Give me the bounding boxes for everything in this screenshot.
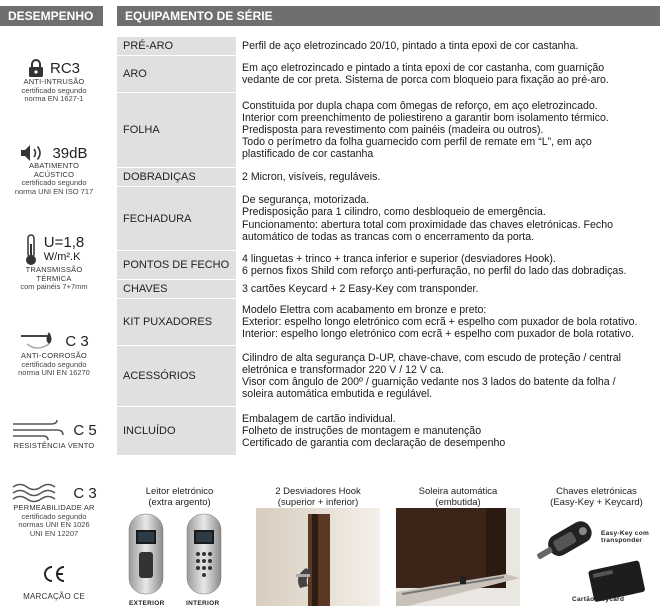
equipment-header: EQUIPAMENTO DE SÉRIE <box>117 6 660 26</box>
perf-thermal: U=1,8 W/m².K TRANSMISSÃO TÉRMICA com painéis 7+7mm <box>20 234 88 291</box>
padlock-icon <box>28 58 44 78</box>
wind-icon <box>11 418 67 442</box>
thermometer-icon <box>24 234 38 266</box>
row-key: DOBRADIÇAS <box>117 168 236 186</box>
table-row <box>117 37 660 56</box>
performance-header: DESEMPENHO <box>0 6 103 26</box>
table-row <box>117 280 660 299</box>
row-value: Cilindro de alta segurança D-UP, chave-chave, com escudo de proteção / central eletrónica e transformador 220 V / 12 V ca. Visor com ângulo de 200º / guarnição vedante nos 3 lados do batente da folha / soleira automática embutida e regulável. <box>242 351 622 401</box>
row-value: De segurança, motorizada. Predisposição para 1 cilindro, como desbloqueio de emergência. Funcionamento: abertura total com proximidade das chaves eletrónicas. Fecho automático de todas as trancas com o encerramento da porta. <box>242 194 613 243</box>
acoustic-value: 39dB <box>52 144 88 162</box>
rc3-value: RC3 <box>49 59 80 77</box>
row-value: Perfil de aço eletrozincado 20/10, pintado a tinta epoxi de cor castanha. <box>242 39 579 52</box>
wind-value: C 5 <box>73 421 97 439</box>
corrosion-icon <box>19 330 59 352</box>
row-value: Embalagem de cartão individual. Folheto de instruções de montagem e manutenção Certificado de garantia com declaração de desempenho <box>242 412 506 450</box>
row-value: 4 linguetas + trinco + tranca inferior e superior (desviadores Hook). 6 pernos fixos Shild com reforço anti-perfuração, no perfil do lado das dobradiças. <box>242 252 627 277</box>
speaker-icon <box>20 144 46 162</box>
table-row <box>117 251 660 280</box>
row-key: KIT PUXADORES <box>117 299 236 345</box>
row-key: FOLHA <box>117 93 236 167</box>
electronic-reader-image <box>117 508 242 596</box>
thermal-value: U=1,8 <box>43 234 85 251</box>
easy-key-tag: Easy-Key com transponder <box>601 530 650 544</box>
row-key: CHAVES <box>117 280 236 298</box>
row-value: Constituida por dupla chapa com ômegas de reforço, em aço eletrozincado. Interior com preenchimento de poliestireno a garantir bom isolamento térmico. Predisposta para revestimento com painéis (madeira ou outros). Todo o perímetro da folha guarnecido com perfil de remate em “L”, em aço plastificado de cor castanha <box>242 99 609 161</box>
perf-air-permeability: C 3 PERMEABILIDADE AR certificado segundo normas UNI EN 1026 UNI EN 12207 <box>0 482 108 538</box>
row-value: Em aço eletrozincado e pintado a tinta epoxi de cor castanha, com guarnição vedante de cor preta. Sistema de porca com bloqueio para fixação ao pré-aro. <box>242 61 609 86</box>
table-row <box>117 187 660 251</box>
table-row <box>117 299 660 346</box>
exterior-label: EXTERIOR <box>129 600 165 607</box>
air-permeability-icon <box>11 482 67 504</box>
corrosion-value: C 3 <box>65 332 89 350</box>
automatic-sill-image <box>396 508 520 606</box>
hook-bolt-image <box>256 508 380 606</box>
perf-acoustic: 39dB ABATIMENTO ACÚSTICO certificado segundo norma UNI EN ISO 717 <box>14 144 94 196</box>
table-row <box>117 407 660 456</box>
perf-ce: MARCAÇÃO CE <box>0 565 108 602</box>
perf-wind: C 5 RESISTÊNCIA VENTO <box>0 418 108 451</box>
electronic-keys-image <box>533 508 660 606</box>
row-key: ARO <box>117 56 236 92</box>
row-key: FECHADURA <box>117 187 236 250</box>
perf-anti-intrusion: RC3 ANTI-INTRUSÃO certificado segundo norma EN 1627-1 <box>21 59 87 103</box>
row-key: PONTOS DE FECHO <box>117 251 236 279</box>
row-value: Modelo Elettra com acabamento em bronze e preto: Exterior: espelho longo eletrónico com ecrã + espelho com puxador de bola rotativo. Interior: espelho longo eletrónico com ecrã + espelho com puxador de bola rotativo. <box>242 303 638 341</box>
keycard-tag: Cartão Keycard <box>572 596 625 603</box>
row-value: 2 Micron, visíveis, reguláveis. <box>242 170 381 183</box>
table-row <box>117 93 660 168</box>
row-key: PRÉ-ARO <box>117 37 236 55</box>
keys-photo: Chaves eletrónicas (Easy-Key + Keycard) <box>533 486 660 611</box>
row-key: INCLUÍDO <box>117 407 236 455</box>
thermal-unit: W/m².K <box>43 251 81 263</box>
ce-mark-icon <box>41 565 67 583</box>
table-row <box>117 56 660 93</box>
row-key: ACESSÓRIOS <box>117 346 236 406</box>
table-row <box>117 168 660 187</box>
equipment-table <box>117 37 660 456</box>
table-row <box>117 346 660 407</box>
air-value: C 3 <box>73 484 97 502</box>
hook-photo: 2 Desviadores Hook (superior + inferior) <box>256 486 380 611</box>
perf-anticorrosion: C 3 ANTI-CORROSÃO certificado segundo norma UNI EN 16270 <box>0 330 108 378</box>
sill-photo: Soleira automática (embutida) <box>396 486 520 611</box>
interior-label: INTERIOR <box>186 600 220 607</box>
row-value: 3 cartões Keycard + 2 Easy-Key com transponder. <box>242 282 479 295</box>
reader-photo: Leitor eletrónico (extra argento) <box>117 486 242 601</box>
